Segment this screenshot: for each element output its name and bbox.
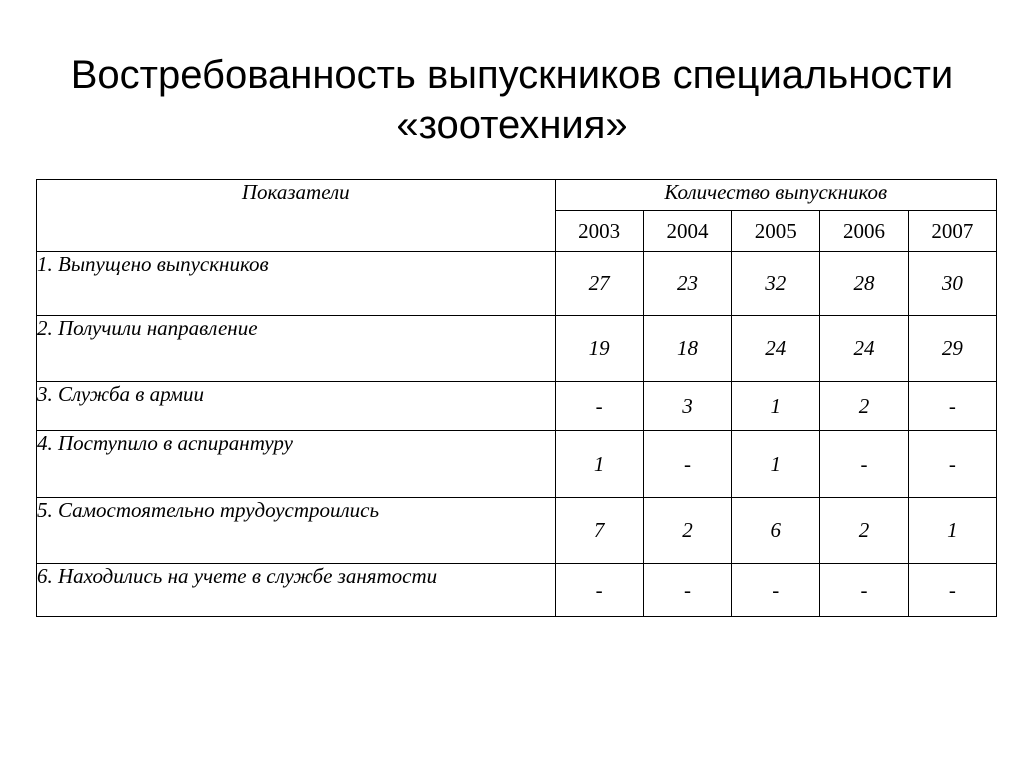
table-cell: 2 xyxy=(820,498,908,564)
header-year: 2005 xyxy=(732,211,820,252)
row-label: 4. Поступило в аспирантуру xyxy=(37,431,556,498)
table-cell: - xyxy=(908,431,996,498)
table-cell: - xyxy=(908,382,996,431)
table-cell: 24 xyxy=(820,316,908,382)
header-year: 2003 xyxy=(555,211,643,252)
table-cell: 30 xyxy=(908,252,996,316)
table-cell: - xyxy=(820,431,908,498)
header-year: 2007 xyxy=(908,211,996,252)
table-cell: 1 xyxy=(908,498,996,564)
table-cell: 1 xyxy=(732,382,820,431)
header-year: 2004 xyxy=(643,211,731,252)
table-row xyxy=(37,316,997,382)
row-label: 6. Находились на учете в службе занятости xyxy=(37,564,556,617)
table-header-row xyxy=(37,180,997,211)
table-cell: - xyxy=(820,564,908,617)
header-indicators: Показатели xyxy=(37,180,556,252)
slide-title-line-2: «зоотехния» xyxy=(396,103,628,147)
header-graduate-count: Количество выпускников xyxy=(555,180,996,211)
table-row xyxy=(37,252,997,316)
row-label: 3. Служба в армии xyxy=(37,382,556,431)
table-cell: - xyxy=(908,564,996,617)
table-cell: - xyxy=(643,564,731,617)
table-cell: 1 xyxy=(555,431,643,498)
table-row xyxy=(37,498,997,564)
table-cell: 3 xyxy=(643,382,731,431)
graduates-table xyxy=(36,179,997,617)
row-label: 5. Самостоятельно трудоустроились xyxy=(37,498,556,564)
table-cell: - xyxy=(555,564,643,617)
table-row xyxy=(37,382,997,431)
table-cell: 6 xyxy=(732,498,820,564)
table-row xyxy=(37,431,997,498)
table-cell: 32 xyxy=(732,252,820,316)
table-cell: - xyxy=(643,431,731,498)
table-cell: 7 xyxy=(555,498,643,564)
header-year: 2006 xyxy=(820,211,908,252)
table-row xyxy=(37,564,997,617)
slide-title xyxy=(40,50,984,150)
table-cell: 2 xyxy=(643,498,731,564)
row-label: 2. Получили направление xyxy=(37,316,556,382)
table-cell: 29 xyxy=(908,316,996,382)
table-cell: 27 xyxy=(555,252,643,316)
table-cell: 19 xyxy=(555,316,643,382)
table-cell: 28 xyxy=(820,252,908,316)
slide-title-line-1: Востребованность выпускников специальности xyxy=(70,53,954,97)
table-cell: 23 xyxy=(643,252,731,316)
table-cell: 2 xyxy=(820,382,908,431)
table-cell: - xyxy=(732,564,820,617)
row-label: 1. Выпущено выпускников xyxy=(37,252,556,316)
table-cell: - xyxy=(555,382,643,431)
table-cell: 18 xyxy=(643,316,731,382)
table-cell: 1 xyxy=(732,431,820,498)
table-cell: 24 xyxy=(732,316,820,382)
